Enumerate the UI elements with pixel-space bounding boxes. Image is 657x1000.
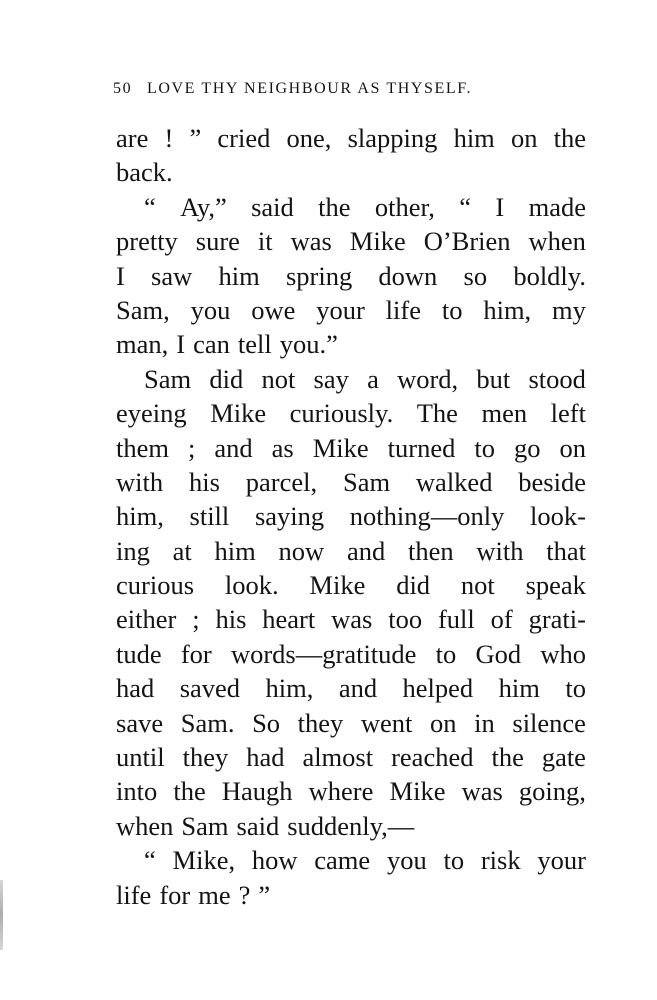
text-line: until they had almost reached the gate bbox=[116, 742, 586, 773]
text-line: either ; his heart was too full of grati- bbox=[116, 604, 586, 635]
text-line: I saw him spring down so boldly. bbox=[116, 260, 586, 291]
page-edge-shadow bbox=[0, 880, 3, 950]
text-line: back. bbox=[116, 157, 173, 188]
text-line: ing at him now and then with that bbox=[116, 535, 586, 566]
body-text bbox=[116, 121, 586, 912]
text-line: them ; and as Mike turned to go on bbox=[116, 432, 586, 463]
text-line: him, still saying nothing—only look- bbox=[116, 501, 586, 532]
text-line: save Sam. So they went on in silence bbox=[116, 707, 586, 738]
text-line: into the Haugh where Mike was going, bbox=[116, 776, 586, 807]
text-line: with his parcel, Sam walked beside bbox=[116, 466, 586, 497]
text-line: “ Ay,” said the other, “ I made bbox=[144, 191, 586, 222]
text-line: Sam, you owe your life to him, my bbox=[116, 294, 586, 325]
text-line: had saved him, and helped him to bbox=[116, 673, 586, 704]
text-line: curious look. Mike did not speak bbox=[116, 570, 586, 601]
text-line: eyeing Mike curiously. The men left bbox=[116, 398, 586, 429]
text-line: pretty sure it was Mike O’Brien when bbox=[116, 226, 586, 257]
text-line: Sam did not say a word, but stood bbox=[144, 363, 586, 394]
text-line: when Sam said suddenly,— bbox=[116, 810, 415, 841]
text-line: are ! ” cried one, slapping him on the bbox=[116, 123, 586, 153]
running-header bbox=[113, 77, 533, 101]
text-line: life for me ? ” bbox=[116, 879, 271, 910]
text-line: man, I can tell you.” bbox=[116, 329, 338, 360]
page-number: 50 bbox=[113, 80, 133, 97]
running-title: LOVE THY NEIGHBOUR AS THYSELF. bbox=[147, 80, 473, 97]
text-line: “ Mike, how came you to risk your bbox=[144, 845, 586, 876]
text-line: tude for words—gratitude to God who bbox=[116, 638, 586, 669]
